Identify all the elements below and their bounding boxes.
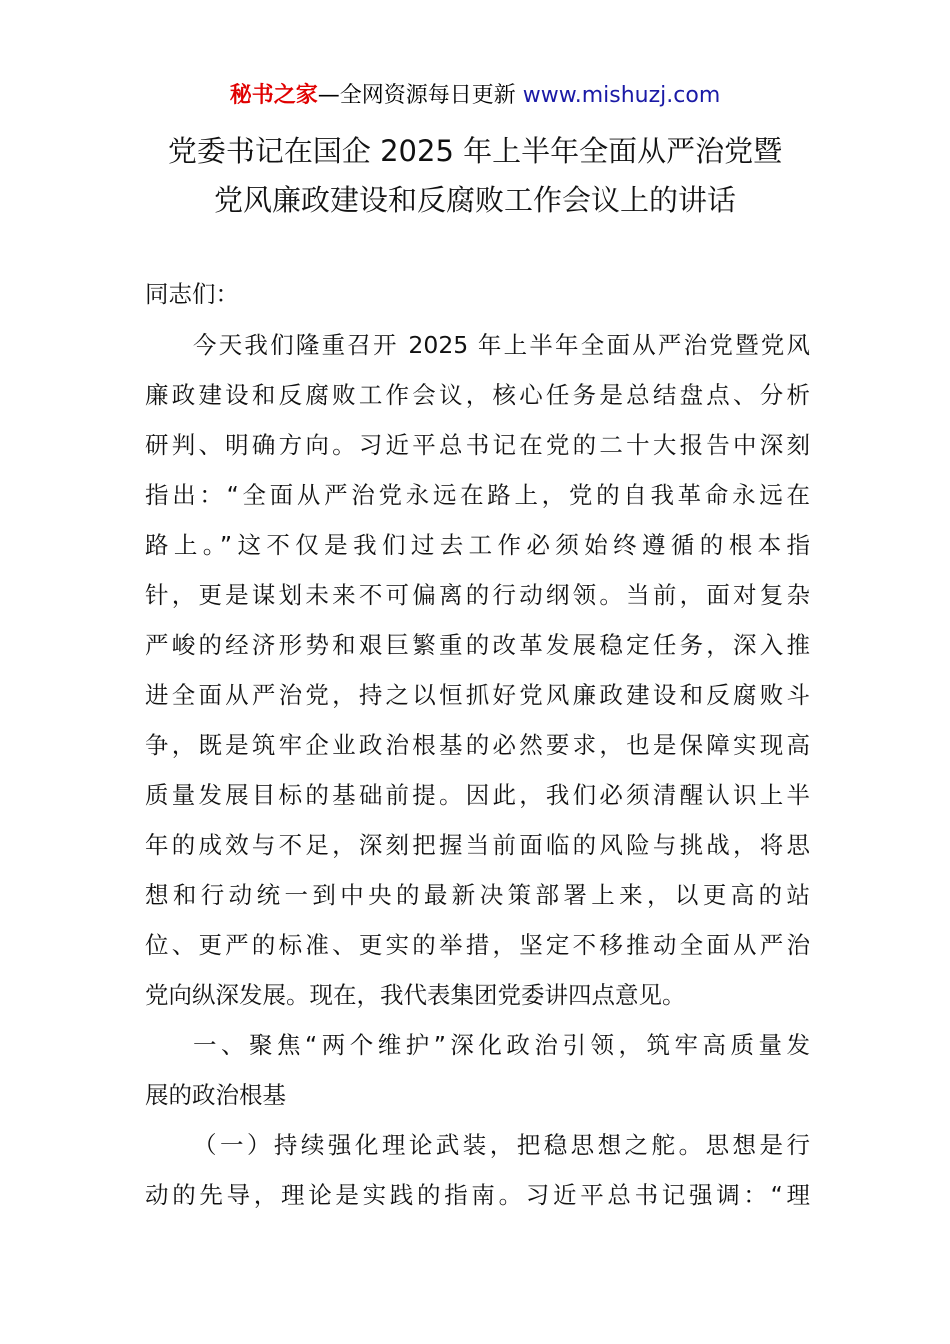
body-line: 党向纵深发展。现在，我代表集团党委讲四点意见。 [145,981,686,1009]
body-line: 进全面从严治党，持之以恒抓好党风廉政建设和反腐败斗 [145,681,810,709]
site-url[interactable]: www.mishuzj.com [522,83,721,108]
body-line: 年的成效与不足，深刻把握当前面临的风险与挑战，将思 [145,831,810,859]
body-line: 动的先导，理论是实践的指南。习近平总书记强调：“理 [145,1181,810,1209]
body-line: 路上。”这不仅是我们过去工作必须始终遵循的根本指 [145,531,810,559]
body-line: （一）持续强化理论武装，把稳思想之舵。思想是行 [193,1131,810,1159]
site-tagline: —全网资源每日更新 [317,83,523,108]
body-line: 指出：“全面从严治党永远在路上，党的自我革命永远在 [145,481,810,509]
section-heading-line: 展的政治根基 [145,1081,286,1109]
body-line: 廉政建设和反腐败工作会议，核心任务是总结盘点、分析 [145,381,810,409]
body-line: 今天我们隆重召开 2025 年上半年全面从严治党暨党风 [193,331,810,359]
watermark-header [0,80,950,112]
body-line: 想和行动统一到中央的最新决策部署上来，以更高的站 [145,881,810,909]
section-heading-line: 一、聚焦“两个维护”深化政治引领，筑牢高质量发 [193,1031,810,1059]
body-line: 位、更严的标准、更实的举措，坚定不移推动全面从严治 [145,931,810,959]
body-line: 争，既是筑牢企业政治根基的必然要求，也是保障实现高 [145,731,810,759]
document-title-line-2: 党风廉政建设和反腐败工作会议上的讲话 [213,183,736,217]
site-brand: 秘书之家 [229,83,318,108]
body-line: 针，更是谋划未来不可偏离的行动纲领。当前，面对复杂 [145,581,810,609]
body-line: 严峻的经济形势和艰巨繁重的改革发展稳定任务，深入推 [145,631,810,659]
salutation: 同志们： [145,280,239,308]
body-line: 质量发展目标的基础前提。因此，我们必须清醒认识上半 [145,781,810,809]
document-title-line-1: 党委书记在国企 2025 年上半年全面从严治党暨 [167,134,783,168]
body-line: 研判、明确方向。习近平总书记在党的二十大报告中深刻 [145,431,810,459]
